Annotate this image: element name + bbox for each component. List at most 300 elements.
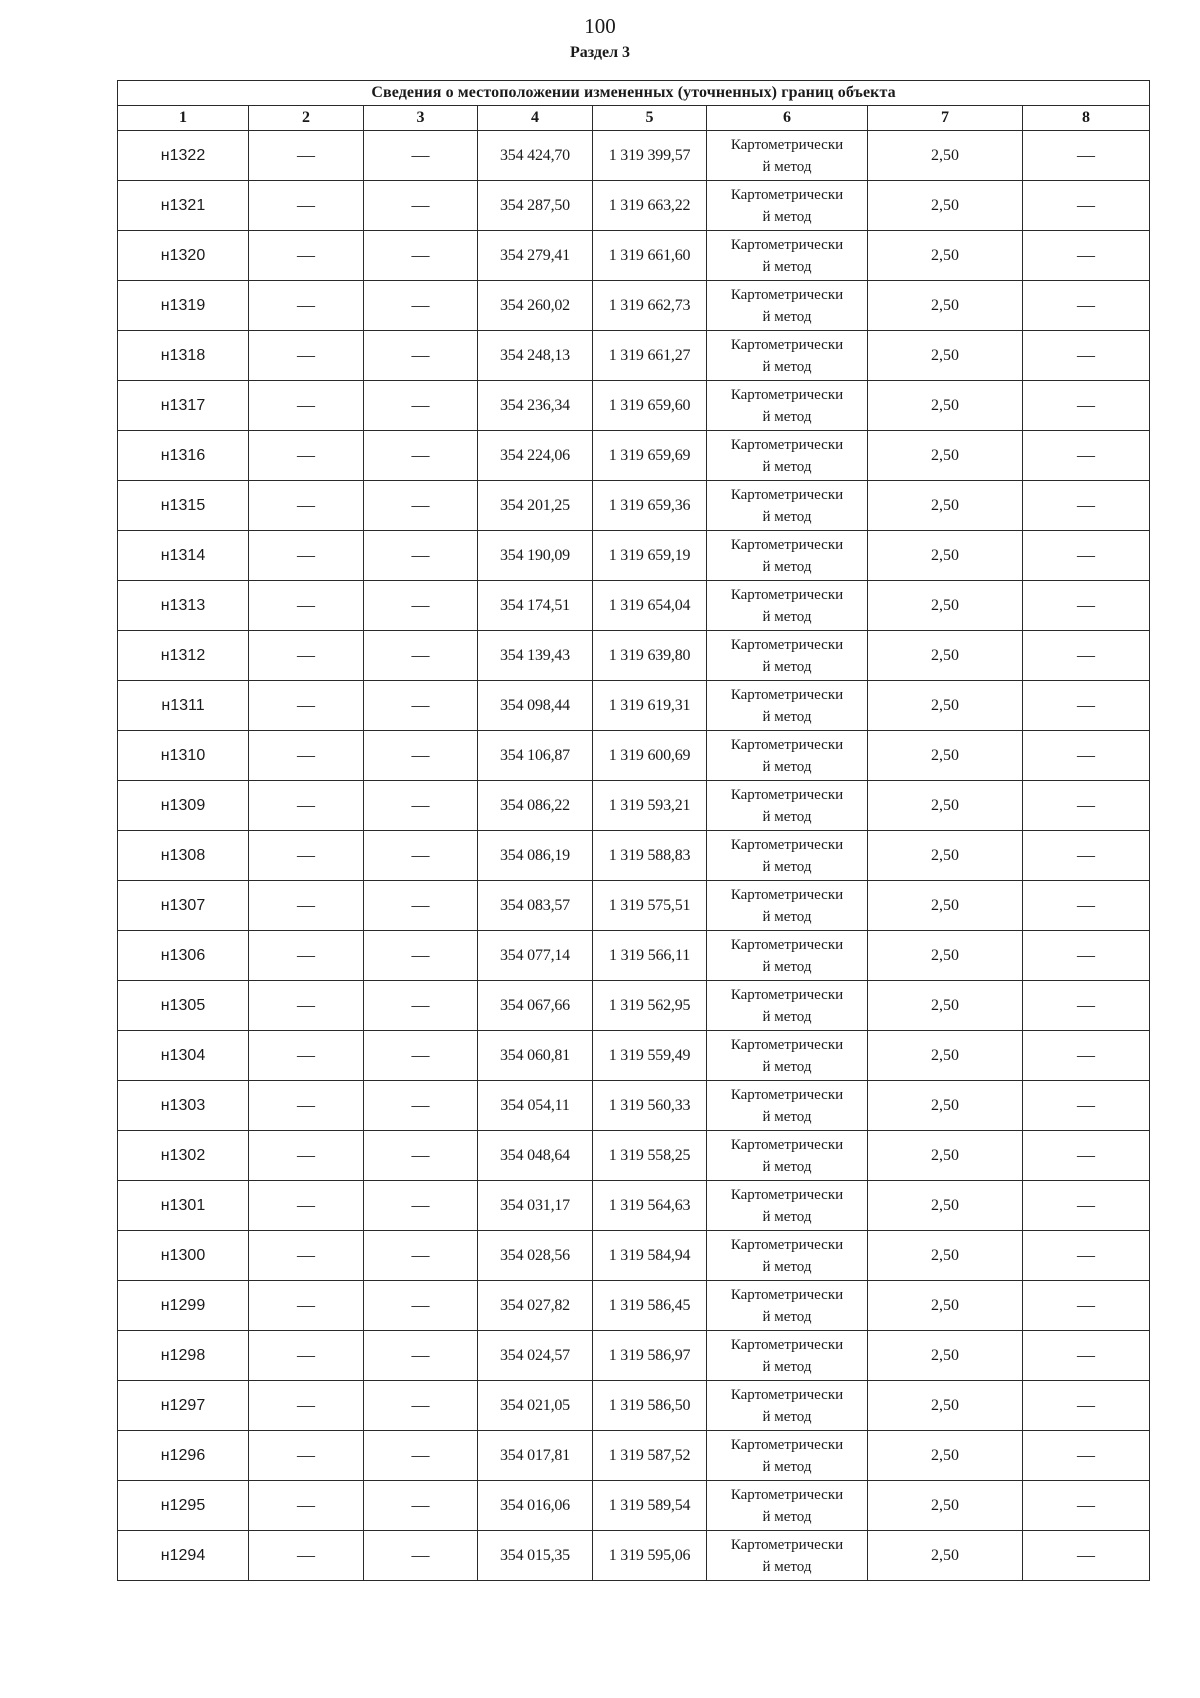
column-8-cell: — [1023, 681, 1150, 731]
column-3-cell: — [364, 731, 478, 781]
accuracy-cell: 2,50 [868, 681, 1023, 731]
method-cell [707, 1081, 868, 1131]
point-number-cell: н1295 [118, 1481, 249, 1531]
column-3-cell: — [364, 981, 478, 1031]
column-8-cell: — [1023, 731, 1150, 781]
method-line-2: й метод [762, 758, 812, 775]
x-coordinate-cell: 354 098,44 [478, 681, 593, 731]
accuracy-cell: 2,50 [868, 131, 1023, 181]
y-coordinate-cell: 1 319 663,22 [593, 181, 707, 231]
column-3-cell: — [364, 781, 478, 831]
x-coordinate-cell: 354 027,82 [478, 1281, 593, 1331]
x-coordinate-cell: 354 190,09 [478, 531, 593, 581]
accuracy-cell: 2,50 [868, 531, 1023, 581]
method-line-2: й метод [762, 1308, 812, 1325]
table-row [118, 881, 1150, 931]
method-line-1: Картометрически [730, 1136, 844, 1153]
column-2-cell: — [249, 931, 364, 981]
method-line-2: й метод [762, 308, 812, 325]
column-8-cell: — [1023, 881, 1150, 931]
method-line-2: й метод [762, 1108, 812, 1125]
column-8-cell: — [1023, 1031, 1150, 1081]
table-row [118, 381, 1150, 431]
column-8-cell: — [1023, 1081, 1150, 1131]
y-coordinate-cell: 1 319 588,83 [593, 831, 707, 881]
table-row [118, 681, 1150, 731]
table-caption-row [118, 81, 1150, 106]
point-number-cell: н1302 [118, 1131, 249, 1181]
accuracy-cell: 2,50 [868, 331, 1023, 381]
column-8-cell: — [1023, 281, 1150, 331]
table-row [118, 1031, 1150, 1081]
method-line-1: Картометрически [730, 1236, 844, 1253]
method-cell [707, 1481, 868, 1531]
x-coordinate-cell: 354 017,81 [478, 1431, 593, 1481]
point-number-cell: н1305 [118, 981, 249, 1031]
column-2-cell: — [249, 481, 364, 531]
y-coordinate-cell: 1 319 593,21 [593, 781, 707, 831]
y-coordinate-cell: 1 319 566,11 [593, 931, 707, 981]
point-number-cell: н1296 [118, 1431, 249, 1481]
method-line-2: й метод [762, 558, 812, 575]
y-coordinate-cell: 1 319 661,60 [593, 231, 707, 281]
column-2-cell: — [249, 1431, 364, 1481]
accuracy-cell: 2,50 [868, 1131, 1023, 1181]
accuracy-cell: 2,50 [868, 1331, 1023, 1381]
column-number: 7 [868, 106, 1023, 131]
table-row [118, 831, 1150, 881]
column-3-cell: — [364, 1381, 478, 1431]
column-3-cell: — [364, 931, 478, 981]
column-2-cell: — [249, 1031, 364, 1081]
method-cell [707, 1281, 868, 1331]
method-cell [707, 931, 868, 981]
method-line-1: Картометрически [730, 786, 844, 803]
accuracy-cell: 2,50 [868, 481, 1023, 531]
accuracy-cell: 2,50 [868, 781, 1023, 831]
column-3-cell: — [364, 831, 478, 881]
x-coordinate-cell: 354 248,13 [478, 331, 593, 381]
column-3-cell: — [364, 1231, 478, 1281]
table-row [118, 1281, 1150, 1331]
y-coordinate-cell: 1 319 659,60 [593, 381, 707, 431]
method-cell [707, 1531, 868, 1581]
x-coordinate-cell: 354 201,25 [478, 481, 593, 531]
point-number-cell: н1312 [118, 631, 249, 681]
column-3-cell: — [364, 381, 478, 431]
point-number-cell: н1297 [118, 1381, 249, 1431]
column-number: 4 [478, 106, 593, 131]
column-8-cell: — [1023, 1381, 1150, 1431]
method-line-1: Картометрически [730, 736, 844, 753]
column-2-cell: — [249, 881, 364, 931]
accuracy-cell: 2,50 [868, 981, 1023, 1031]
point-number-cell: н1311 [118, 681, 249, 731]
column-3-cell: — [364, 281, 478, 331]
point-number-cell: н1308 [118, 831, 249, 881]
x-coordinate-cell: 354 067,66 [478, 981, 593, 1031]
y-coordinate-cell: 1 319 600,69 [593, 731, 707, 781]
column-8-cell: — [1023, 1481, 1150, 1531]
method-line-1: Картометрически [730, 1186, 844, 1203]
table-row [118, 1431, 1150, 1481]
accuracy-cell: 2,50 [868, 1481, 1023, 1531]
point-number-cell: н1313 [118, 581, 249, 631]
accuracy-cell: 2,50 [868, 581, 1023, 631]
column-8-cell: — [1023, 1331, 1150, 1381]
method-line-1: Картометрически [730, 186, 844, 203]
point-number-cell: н1300 [118, 1231, 249, 1281]
y-coordinate-cell: 1 319 562,95 [593, 981, 707, 1031]
section-title: Раздел 3 [569, 44, 631, 61]
method-line-1: Картометрически [730, 1286, 844, 1303]
column-3-cell: — [364, 631, 478, 681]
point-number-cell: н1314 [118, 531, 249, 581]
y-coordinate-cell: 1 319 659,19 [593, 531, 707, 581]
table-row [118, 731, 1150, 781]
method-line-2: й метод [762, 1058, 812, 1075]
accuracy-cell: 2,50 [868, 1081, 1023, 1131]
accuracy-cell: 2,50 [868, 831, 1023, 881]
method-line-1: Картометрически [730, 436, 844, 453]
point-number-cell: н1306 [118, 931, 249, 981]
x-coordinate-cell: 354 260,02 [478, 281, 593, 331]
method-cell [707, 1181, 868, 1231]
column-8-cell: — [1023, 1131, 1150, 1181]
accuracy-cell: 2,50 [868, 1231, 1023, 1281]
method-cell [707, 181, 868, 231]
method-cell [707, 431, 868, 481]
x-coordinate-cell: 354 048,64 [478, 1131, 593, 1181]
table-row [118, 631, 1150, 681]
method-line-1: Картометрически [730, 1336, 844, 1353]
column-8-cell: — [1023, 831, 1150, 881]
column-3-cell: — [364, 1181, 478, 1231]
column-3-cell: — [364, 581, 478, 631]
x-coordinate-cell: 354 028,56 [478, 1231, 593, 1281]
method-line-2: й метод [762, 1008, 812, 1025]
point-number-cell: н1307 [118, 881, 249, 931]
x-coordinate-cell: 354 054,11 [478, 1081, 593, 1131]
method-line-2: й метод [762, 208, 812, 225]
accuracy-cell: 2,50 [868, 431, 1023, 481]
accuracy-cell: 2,50 [868, 1381, 1023, 1431]
accuracy-cell: 2,50 [868, 631, 1023, 681]
table-caption: Сведения о местоположении измененных (уточненных) границ объекта [118, 81, 1150, 106]
accuracy-cell: 2,50 [868, 281, 1023, 331]
method-line-2: й метод [762, 808, 812, 825]
column-2-cell: — [249, 1481, 364, 1531]
column-2-cell: — [249, 1281, 364, 1331]
x-coordinate-cell: 354 279,41 [478, 231, 593, 281]
column-8-cell: — [1023, 1281, 1150, 1331]
column-2-cell: — [249, 431, 364, 481]
method-line-1: Картометрически [730, 1536, 844, 1553]
x-coordinate-cell: 354 021,05 [478, 1381, 593, 1431]
column-2-cell: — [249, 981, 364, 1031]
method-line-1: Картометрически [730, 1386, 844, 1403]
method-line-2: й метод [762, 908, 812, 925]
column-8-cell: — [1023, 1431, 1150, 1481]
column-8-cell: — [1023, 631, 1150, 681]
table-row [118, 331, 1150, 381]
point-number-cell: н1318 [118, 331, 249, 381]
y-coordinate-cell: 1 319 558,25 [593, 1131, 707, 1181]
accuracy-cell: 2,50 [868, 931, 1023, 981]
method-line-2: й метод [762, 408, 812, 425]
x-coordinate-cell: 354 015,35 [478, 1531, 593, 1581]
method-line-2: й метод [762, 1208, 812, 1225]
x-coordinate-cell: 354 086,22 [478, 781, 593, 831]
column-3-cell: — [364, 1481, 478, 1531]
column-2-cell: — [249, 1331, 364, 1381]
method-cell [707, 881, 868, 931]
table-row [118, 1481, 1150, 1531]
table-row [118, 431, 1150, 481]
table-row [118, 1231, 1150, 1281]
x-coordinate-cell: 354 016,06 [478, 1481, 593, 1531]
column-2-cell: — [249, 1081, 364, 1131]
table-row [118, 581, 1150, 631]
column-2-cell: — [249, 1131, 364, 1181]
column-2-cell: — [249, 781, 364, 831]
column-8-cell: — [1023, 981, 1150, 1031]
method-cell [707, 681, 868, 731]
x-coordinate-cell: 354 031,17 [478, 1181, 593, 1231]
method-line-1: Картометрически [730, 1086, 844, 1103]
x-coordinate-cell: 354 060,81 [478, 1031, 593, 1081]
column-3-cell: — [364, 531, 478, 581]
y-coordinate-cell: 1 319 560,33 [593, 1081, 707, 1131]
method-line-2: й метод [762, 1358, 812, 1375]
table-row [118, 1381, 1150, 1431]
column-3-cell: — [364, 431, 478, 481]
point-number-cell: н1315 [118, 481, 249, 531]
point-number-cell: н1298 [118, 1331, 249, 1381]
x-coordinate-cell: 354 106,87 [478, 731, 593, 781]
table-row [118, 981, 1150, 1031]
boundary-coordinates-table [117, 80, 1150, 1581]
method-line-2: й метод [762, 658, 812, 675]
column-3-cell: — [364, 331, 478, 381]
column-8-cell: — [1023, 1531, 1150, 1581]
method-line-2: й метод [762, 1258, 812, 1275]
accuracy-cell: 2,50 [868, 231, 1023, 281]
method-line-1: Картометрически [730, 1036, 844, 1053]
x-coordinate-cell: 354 024,57 [478, 1331, 593, 1381]
column-2-cell: — [249, 1181, 364, 1231]
table-row [118, 131, 1150, 181]
column-2-cell: — [249, 281, 364, 331]
table-row [118, 781, 1150, 831]
method-cell [707, 381, 868, 431]
x-coordinate-cell: 354 236,34 [478, 381, 593, 431]
method-line-1: Картометрически [730, 136, 844, 153]
accuracy-cell: 2,50 [868, 881, 1023, 931]
method-cell [707, 1331, 868, 1381]
table-row [118, 931, 1150, 981]
column-number: 5 [593, 106, 707, 131]
column-2-cell: — [249, 1381, 364, 1431]
column-3-cell: — [364, 1431, 478, 1481]
y-coordinate-cell: 1 319 639,80 [593, 631, 707, 681]
y-coordinate-cell: 1 319 399,57 [593, 131, 707, 181]
column-numbers-row [118, 106, 1150, 131]
y-coordinate-cell: 1 319 584,94 [593, 1231, 707, 1281]
point-number-cell: н1301 [118, 1181, 249, 1231]
column-3-cell: — [364, 481, 478, 531]
point-number-cell: н1294 [118, 1531, 249, 1581]
point-number-cell: н1319 [118, 281, 249, 331]
point-number-cell: н1322 [118, 131, 249, 181]
method-cell [707, 581, 868, 631]
column-8-cell: — [1023, 181, 1150, 231]
method-line-1: Картометрически [730, 1436, 844, 1453]
point-number-cell: н1316 [118, 431, 249, 481]
column-number: 3 [364, 106, 478, 131]
column-3-cell: — [364, 181, 478, 231]
method-line-1: Картометрически [730, 836, 844, 853]
table-row [118, 231, 1150, 281]
method-line-2: й метод [762, 858, 812, 875]
y-coordinate-cell: 1 319 619,31 [593, 681, 707, 731]
column-8-cell: — [1023, 331, 1150, 381]
method-cell [707, 1431, 868, 1481]
y-coordinate-cell: 1 319 654,04 [593, 581, 707, 631]
column-2-cell: — [249, 531, 364, 581]
point-number-cell: н1317 [118, 381, 249, 431]
page-number: 100 [584, 14, 616, 38]
method-line-2: й метод [762, 958, 812, 975]
method-line-1: Картометрически [730, 636, 844, 653]
point-number-cell: н1320 [118, 231, 249, 281]
method-line-1: Картометрически [730, 936, 844, 953]
table-row [118, 1531, 1150, 1581]
table-body [118, 131, 1150, 1581]
column-2-cell: — [249, 331, 364, 381]
y-coordinate-cell: 1 319 575,51 [593, 881, 707, 931]
method-cell [707, 531, 868, 581]
method-line-1: Картометрически [730, 286, 844, 303]
method-cell [707, 781, 868, 831]
column-2-cell: — [249, 131, 364, 181]
column-3-cell: — [364, 1081, 478, 1131]
column-2-cell: — [249, 181, 364, 231]
table-row [118, 1081, 1150, 1131]
method-cell [707, 981, 868, 1031]
method-cell [707, 481, 868, 531]
column-8-cell: — [1023, 581, 1150, 631]
column-2-cell: — [249, 631, 364, 681]
column-8-cell: — [1023, 231, 1150, 281]
column-3-cell: — [364, 131, 478, 181]
method-cell [707, 281, 868, 331]
x-coordinate-cell: 354 077,14 [478, 931, 593, 981]
y-coordinate-cell: 1 319 662,73 [593, 281, 707, 331]
y-coordinate-cell: 1 319 559,49 [593, 1031, 707, 1081]
column-3-cell: — [364, 1331, 478, 1381]
method-cell [707, 731, 868, 781]
method-line-2: й метод [762, 508, 812, 525]
column-2-cell: — [249, 1531, 364, 1581]
method-line-2: й метод [762, 458, 812, 475]
column-8-cell: — [1023, 781, 1150, 831]
method-line-2: й метод [762, 258, 812, 275]
accuracy-cell: 2,50 [868, 381, 1023, 431]
point-number-cell: н1309 [118, 781, 249, 831]
column-8-cell: — [1023, 131, 1150, 181]
method-cell [707, 631, 868, 681]
column-2-cell: — [249, 381, 364, 431]
table-row [118, 181, 1150, 231]
column-2-cell: — [249, 231, 364, 281]
point-number-cell: н1303 [118, 1081, 249, 1131]
table-row [118, 1181, 1150, 1231]
method-line-2: й метод [762, 1158, 812, 1175]
method-line-2: й метод [762, 1508, 812, 1525]
method-line-1: Картометрически [730, 386, 844, 403]
method-line-2: й метод [762, 608, 812, 625]
method-line-2: й метод [762, 1458, 812, 1475]
accuracy-cell: 2,50 [868, 1431, 1023, 1481]
y-coordinate-cell: 1 319 586,50 [593, 1381, 707, 1431]
column-3-cell: — [364, 1131, 478, 1181]
y-coordinate-cell: 1 319 661,27 [593, 331, 707, 381]
accuracy-cell: 2,50 [868, 731, 1023, 781]
method-cell [707, 1231, 868, 1281]
accuracy-cell: 2,50 [868, 181, 1023, 231]
accuracy-cell: 2,50 [868, 1031, 1023, 1081]
y-coordinate-cell: 1 319 589,54 [593, 1481, 707, 1531]
x-coordinate-cell: 354 139,43 [478, 631, 593, 681]
column-3-cell: — [364, 1531, 478, 1581]
column-3-cell: — [364, 1031, 478, 1081]
x-coordinate-cell: 354 174,51 [478, 581, 593, 631]
accuracy-cell: 2,50 [868, 1181, 1023, 1231]
method-cell [707, 1131, 868, 1181]
y-coordinate-cell: 1 319 659,36 [593, 481, 707, 531]
y-coordinate-cell: 1 319 595,06 [593, 1531, 707, 1581]
method-line-2: й метод [762, 358, 812, 375]
column-number: 6 [707, 106, 868, 131]
column-number: 1 [118, 106, 249, 131]
x-coordinate-cell: 354 083,57 [478, 881, 593, 931]
column-2-cell: — [249, 581, 364, 631]
method-line-1: Картометрически [730, 886, 844, 903]
column-number: 8 [1023, 106, 1150, 131]
column-8-cell: — [1023, 481, 1150, 531]
column-2-cell: — [249, 731, 364, 781]
column-8-cell: — [1023, 531, 1150, 581]
column-8-cell: — [1023, 1231, 1150, 1281]
accuracy-cell: 2,50 [868, 1281, 1023, 1331]
method-line-1: Картометрически [730, 236, 844, 253]
y-coordinate-cell: 1 319 587,52 [593, 1431, 707, 1481]
y-coordinate-cell: 1 319 586,97 [593, 1331, 707, 1381]
point-number-cell: н1321 [118, 181, 249, 231]
table-row [118, 1331, 1150, 1381]
method-line-1: Картометрически [730, 586, 844, 603]
column-8-cell: — [1023, 1181, 1150, 1231]
method-cell [707, 231, 868, 281]
method-line-2: й метод [762, 1408, 812, 1425]
method-cell [707, 331, 868, 381]
method-cell [707, 1031, 868, 1081]
column-3-cell: — [364, 681, 478, 731]
x-coordinate-cell: 354 424,70 [478, 131, 593, 181]
y-coordinate-cell: 1 319 564,63 [593, 1181, 707, 1231]
method-cell [707, 831, 868, 881]
